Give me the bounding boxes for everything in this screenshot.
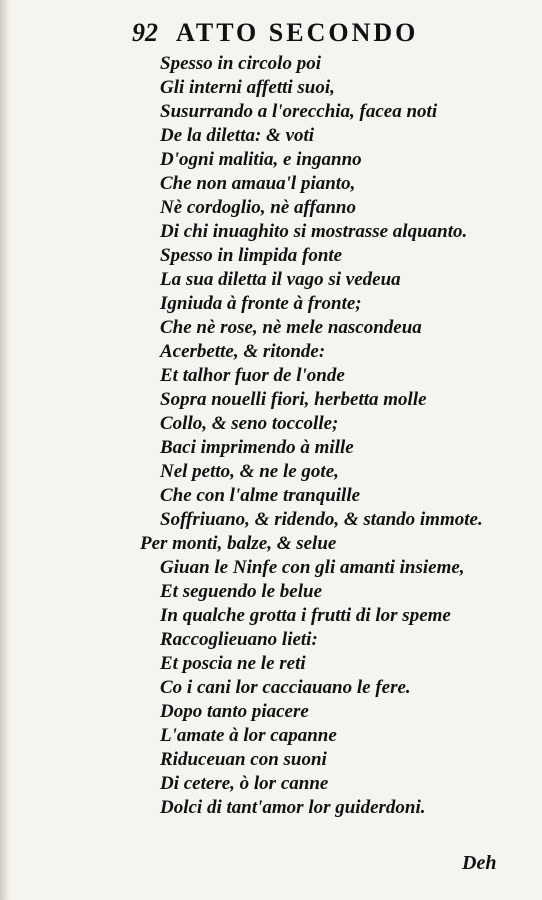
verse-line: De la diletta: & voti [160,125,315,146]
verse-line: Igniuda à fronte à fronte; [160,293,362,314]
verse-line: Soffriuano, & ridendo, & stando immote. [160,509,483,530]
verse-line: Riduceuan con suoni [160,749,327,770]
verse-line: Sopra nouelli fiori, herbetta molle [160,389,427,410]
running-title: ATTO SECONDO [176,18,419,47]
verse-line: In qualche grotta i frutti di lor speme [160,605,451,626]
verse-line: La sua diletta il vago si vedeua [160,269,401,290]
verse-line: D'ogni malitia, e inganno [160,149,362,170]
verse-line: Raccoglieuano lieti: [160,629,318,650]
verse-line: Et talhor fuor de l'onde [160,365,345,386]
page-gutter-shadow [0,0,10,900]
catchword: Deh [462,852,497,874]
verse-line: Gli interni affetti suoi, [160,77,335,98]
verse-line: Che non amaua'l pianto, [160,173,356,194]
page-header [132,18,418,54]
verse-line: Nel petto, & ne le gote, [160,461,339,482]
verse-line: Dopo tanto piacere [160,701,309,722]
verse-line: Dolci di tant'amor lor guiderdoni. [160,797,426,818]
page-number: 92 [132,18,158,47]
verse-line: Baci imprimendo à mille [160,437,354,458]
verse-line: Et seguendo le belue [160,581,323,602]
verse-line: Per monti, balze, & selue [140,533,337,554]
verse-line: L'amate à lor capanne [160,725,337,746]
verse-line: Spesso in limpida fonte [160,245,343,266]
verse-line: Di chi inuaghito si mostrasse alquanto. [160,221,468,242]
verse-line: Acerbette, & ritonde: [160,341,326,362]
verse-line: Spesso in circolo poi [160,53,321,74]
verse-line: Che con l'alme tranquille [160,485,361,506]
verse-line: Et poscia ne le reti [160,653,306,674]
verse-line: Susurrando a l'orecchia, facea noti [160,101,438,122]
verse-line: Di cetere, ò lor canne [160,773,329,794]
verse-line: Collo, & seno toccolle; [160,413,339,434]
verse-line: Giuan le Ninfe con gli amanti insieme, [160,557,465,578]
verse-line: Nè cordoglio, nè affanno [160,197,356,218]
verse-line: Che nè rose, nè mele nascondeua [160,317,422,338]
verse-line: Co i cani lor cacciauano le fere. [160,677,411,698]
